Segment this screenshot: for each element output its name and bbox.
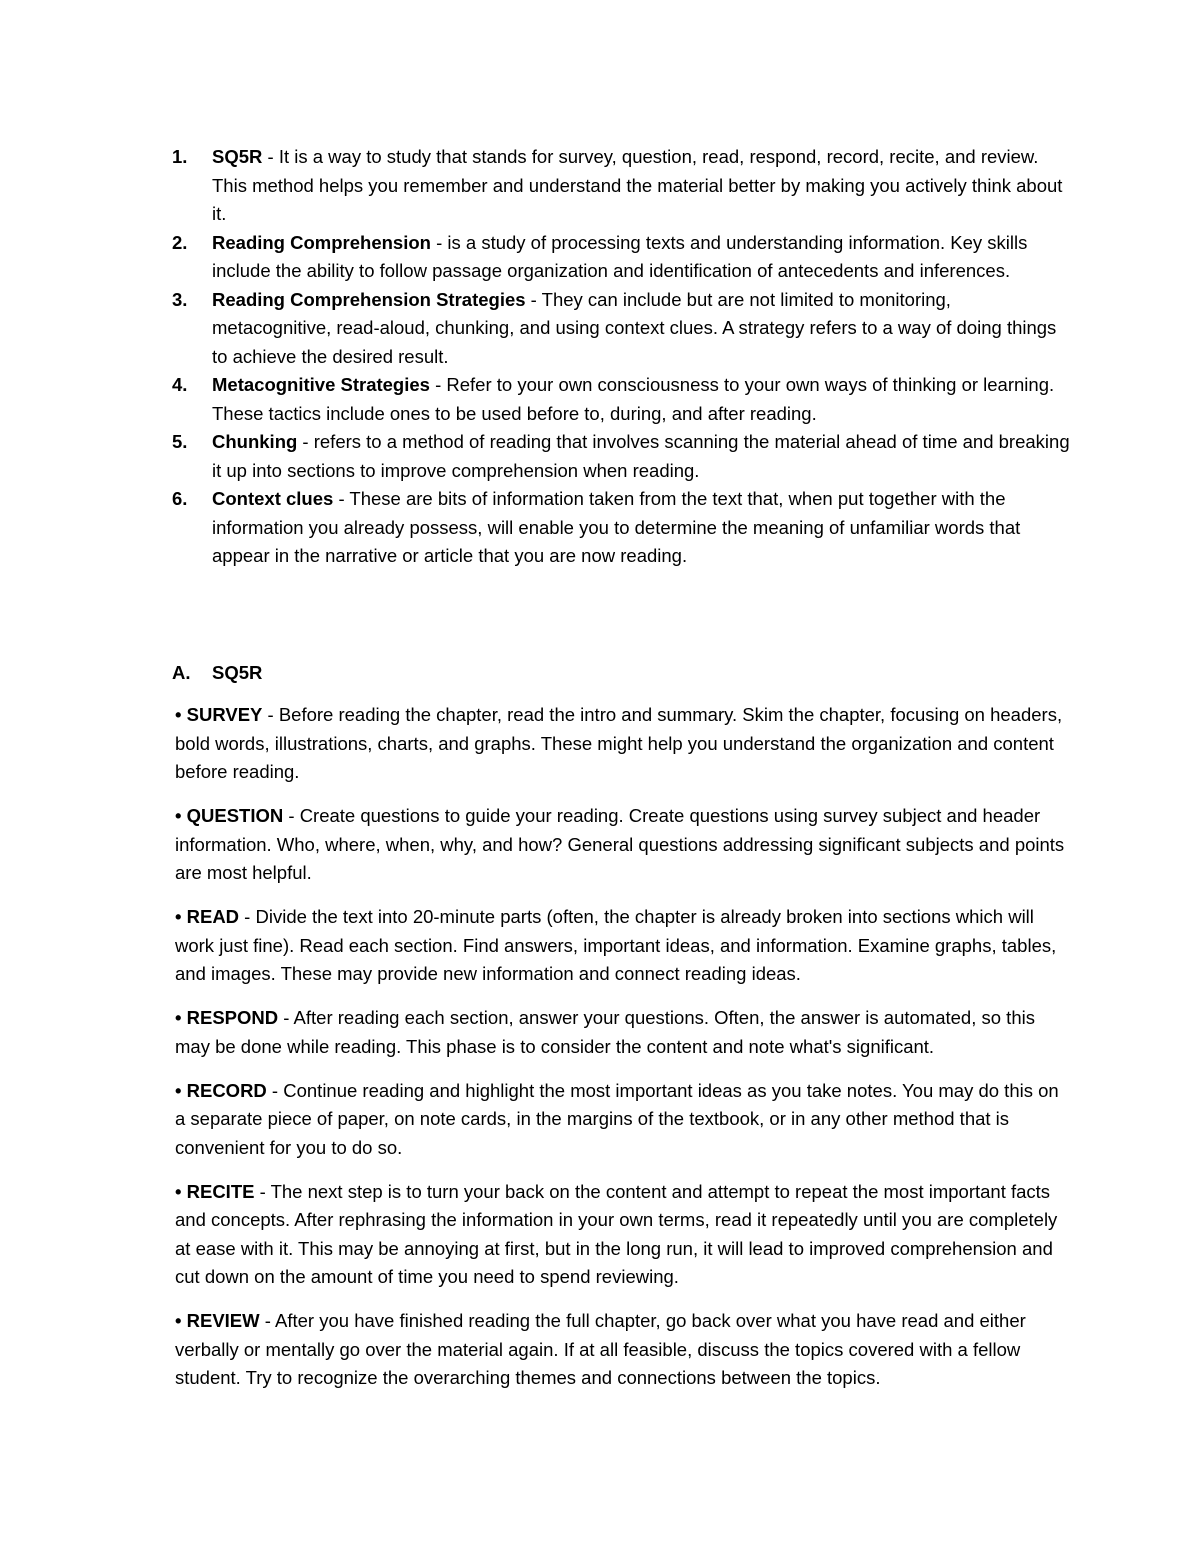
step-paragraph (175, 1004, 1070, 1061)
list-number: 5. (172, 431, 188, 452)
step-paragraph (175, 1178, 1070, 1292)
list-term: Reading Comprehension Strategies (212, 288, 526, 310)
step-term: RESPOND (186, 1007, 279, 1028)
bullet-symbol: • (175, 1310, 182, 1331)
list-term: Context clues (212, 488, 334, 509)
sq5r-steps (175, 701, 1070, 1408)
step-term: READ (186, 906, 240, 927)
step-paragraph (175, 802, 1070, 888)
list-number: 2. (172, 231, 188, 253)
list-item (172, 229, 1072, 286)
bullet-symbol: • (175, 906, 182, 927)
step-paragraph (175, 701, 1070, 787)
list-term: Chunking (212, 431, 298, 452)
list-item (172, 286, 1072, 372)
step-text: - After reading each section, answer your questions. Often, the answer is automated, so this may be done while reading. This phase is to consider the content and note what's significant. (175, 1007, 1035, 1057)
bullet-symbol: • (175, 1007, 182, 1028)
step-text: - The next step is to turn your back on the content and attempt to repeat the most important facts and concepts. After rephrasing the information in your own terms, read it repeatedly until you are completely at ease with it. This may be annoying at first, but in the long run, it will lead to improved comprehension and cut down on the amount of time you need to spend reviewing. (175, 1180, 1058, 1287)
section-heading (172, 659, 262, 688)
bullet-symbol: • (175, 1079, 182, 1101)
step-text: - Divide the text into 20-minute parts (often, the chapter is already broken into sections which will work just fine). Read each section. Find answers, important ideas, and information. Examine graphs, tables, and images. These may provide new information and connect reading ideas. (175, 906, 1057, 984)
bullet-symbol: • (175, 704, 182, 725)
list-item (172, 143, 1072, 229)
step-term: QUESTION (186, 805, 284, 826)
list-item (172, 371, 1072, 428)
list-text: - refers to a method of reading that involves scanning the material ahead of time and breaking it up into sections to improve comprehension when reading. (212, 431, 1070, 481)
list-text: - They can include but are not limited to monitoring, metacognitive, read-aloud, chunking, and using context clues. A strategy refers to a way of doing things to achieve the desired result. (212, 288, 1057, 367)
list-number: 6. (172, 488, 188, 509)
list-term: Reading Comprehension (212, 231, 431, 253)
step-text: - Before reading the chapter, read the intro and summary. Skim the chapter, focusing on headers, bold words, illustrations, charts, and graphs. These might help you understand the organization and content before reading. (175, 704, 1063, 782)
step-paragraph (175, 1307, 1070, 1393)
step-paragraph (175, 903, 1070, 989)
list-number: 3. (172, 288, 188, 310)
step-text: - Create questions to guide your reading. Create questions using survey subject and header information. Who, where, when, why, and how? General questions addressing significant subjects and points are most helpful. (175, 805, 1065, 883)
list-term: SQ5R (212, 146, 263, 167)
definitions-list (172, 143, 1072, 571)
list-item (172, 428, 1072, 485)
list-item (172, 485, 1072, 571)
list-term: Metacognitive Strategies (212, 374, 430, 395)
section-title: SQ5R (212, 662, 263, 683)
bullet-symbol: • (175, 1180, 182, 1202)
step-text: - Continue reading and highlight the most important ideas as you take notes. You may do this on a separate piece of paper, on note cards, in the margins of the textbook, or in any other method that is convenient for you to do so. (175, 1079, 1059, 1158)
step-term: REVIEW (186, 1310, 260, 1331)
list-text: - It is a way to study that stands for survey, question, read, respond, record, recite, and review. This method helps you remember and understand the material better by making you actively think about it. (212, 146, 1063, 224)
section-letter: A. (172, 662, 191, 683)
step-term: RECORD (186, 1079, 267, 1101)
list-number: 4. (172, 374, 188, 395)
step-term: RECITE (186, 1180, 255, 1202)
list-text: - is a study of processing texts and understanding information. Key skills include the ability to follow passage organization and identification of antecedents and inferences. (212, 231, 1028, 281)
step-text: - After you have finished reading the full chapter, go back over what you have read and either verbally or mentally go over the material again. If at all feasible, discuss the topics covered with a fellow student. Try to recognize the overarching themes and connections between the topics. (175, 1310, 1026, 1388)
list-text: - These are bits of information taken from the text that, when put together with the information you already possess, will enable you to determine the meaning of unfamiliar words that appear in the narrative or article that you are now reading. (212, 488, 1021, 566)
list-number: 1. (172, 146, 188, 167)
step-paragraph (175, 1077, 1070, 1163)
step-term: SURVEY (186, 704, 263, 725)
list-text: - Refer to your own consciousness to your own ways of thinking or learning. These tactics include ones to be used before to, during, and after reading. (212, 374, 1055, 424)
bullet-symbol: • (175, 805, 182, 826)
